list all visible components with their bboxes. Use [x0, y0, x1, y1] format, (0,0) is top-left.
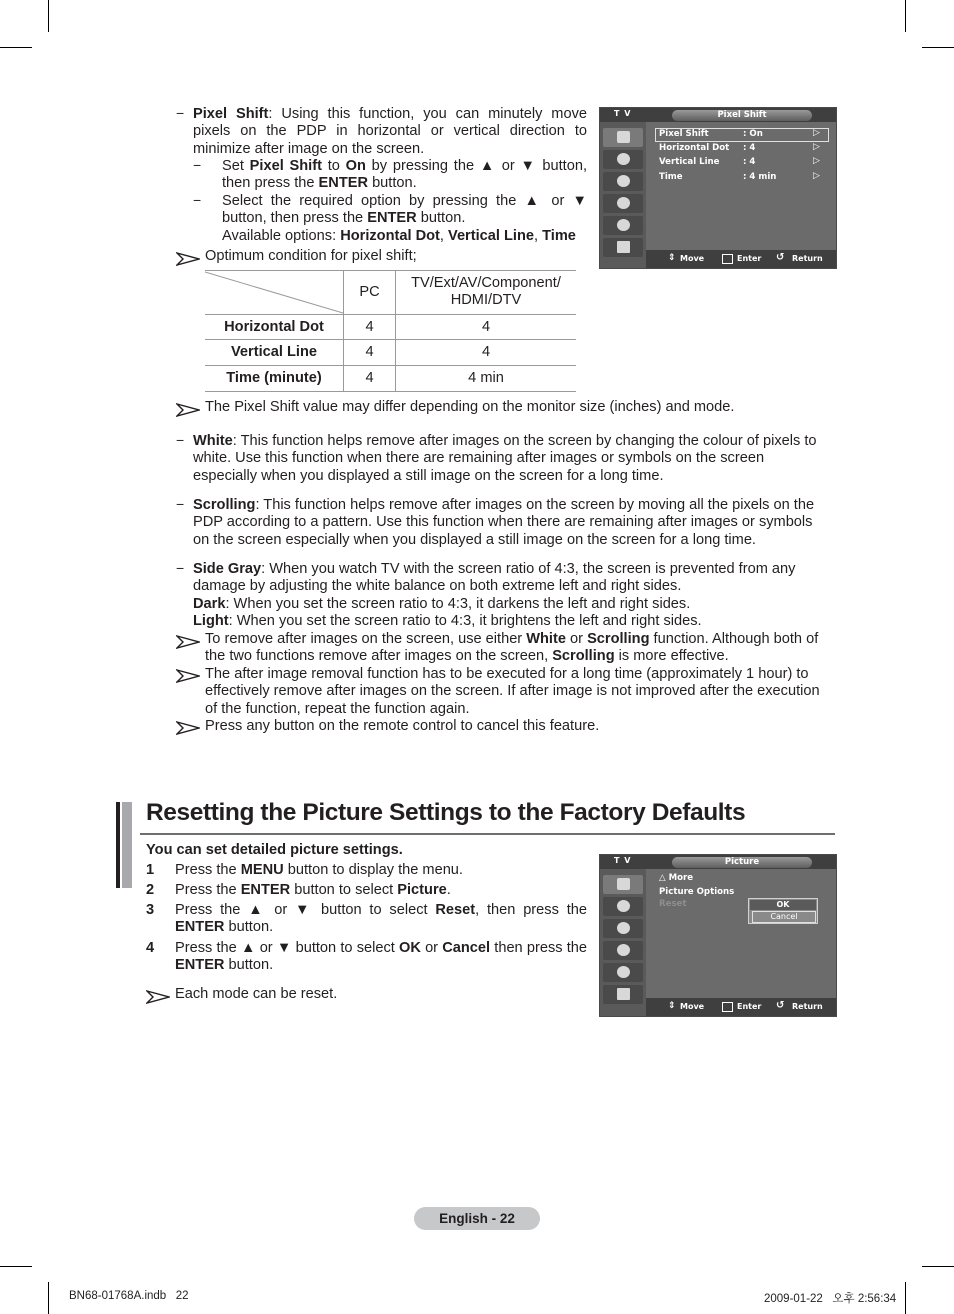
input-icon	[603, 963, 643, 982]
bullet-dash: −	[176, 496, 185, 512]
step-number: 3	[146, 902, 155, 918]
table-header-pc: PC	[344, 270, 396, 314]
scrolling-paragraph: Scrolling: This function helps remove after images on the screen by moving all the pixels on the PDP according to a pattern. Use this function when there are remaining after images or symbols on the screen especially when you displayed a still image on the screen for a long time.	[193, 497, 815, 548]
osd-title: Picture	[672, 857, 812, 868]
note-cancel-feature: Press any button on the remote control to cancel this feature.	[205, 718, 600, 734]
application-icon	[603, 238, 643, 257]
sound-icon	[603, 150, 643, 169]
side-gray-dark: Dark: When you set the screen ratio to 4:3, it darkens the left and right sides.	[193, 596, 691, 612]
note-each-mode: Each mode can be reset.	[175, 986, 338, 1002]
bullet-dash: −	[176, 432, 185, 448]
heading-underline	[140, 833, 835, 835]
osd-ok-option: OK	[750, 900, 816, 910]
right-triangle-icon: ▷	[813, 156, 820, 166]
channel-icon	[603, 919, 643, 938]
osd-footer	[646, 250, 836, 268]
pixel-shift-step-1: Set Pixel Shift to On by pressing the ▲ or ▼ button, then press the ENTER button.	[222, 158, 587, 192]
right-triangle-icon: ▷	[813, 171, 820, 181]
osd-sidebar	[600, 122, 646, 268]
crop-mark	[48, 1282, 49, 1314]
input-icon	[603, 216, 643, 235]
step-4: Press the ▲ or ▼ button to select OK or Cancel then press the ENTER button.	[175, 940, 588, 974]
osd-move-label: Move	[680, 254, 705, 263]
return-icon: ↺	[776, 1000, 785, 1011]
sound-icon	[603, 897, 643, 916]
page-number-badge: English - 22	[414, 1207, 540, 1230]
heading-bar	[122, 802, 132, 888]
crop-mark	[48, 0, 49, 32]
osd-row-value: : 4	[743, 143, 756, 153]
return-icon: ↺	[776, 252, 785, 263]
white-paragraph: White: This function helps remove after images on the screen by changing the colour of pixels to white. Use this function when there are remaining after images or symbols on the screen especially when you displayed a still image on the screen for a long time.	[193, 433, 817, 484]
section-intro: You can set detailed picture settings.	[146, 842, 403, 858]
pixel-shift-step-2: Select the required option by pressing the ▲ or ▼ button, then press the ENTER button.	[222, 193, 587, 227]
bullet-dash: −	[176, 560, 185, 576]
step-1: Press the MENU button to display the menu.	[175, 862, 463, 878]
right-triangle-icon: ▷	[813, 128, 820, 138]
osd-row-label: Time	[659, 172, 683, 182]
picture-icon	[603, 875, 643, 894]
osd-tv-label: T V	[614, 109, 632, 118]
note-optimum: Optimum condition for pixel shift;	[205, 248, 417, 264]
osd-reset-item: Reset	[659, 899, 687, 909]
move-icon: ⇕	[668, 253, 676, 263]
osd-pixel-shift-screenshot	[599, 107, 837, 269]
osd-row-value: : 4 min	[743, 172, 777, 182]
crop-mark	[905, 0, 906, 32]
note-arrow-icon	[176, 635, 200, 649]
osd-enter-label: Enter	[737, 1002, 762, 1011]
right-triangle-icon: ▷	[813, 142, 820, 152]
side-gray-paragraph: Side Gray: When you watch TV with the screen ratio of 4:3, the screen is prevented from any damage by adjusting the white balance on both extreme left and right sides.	[193, 561, 796, 595]
table-corner	[205, 270, 344, 314]
osd-return-label: Return	[792, 254, 823, 263]
move-icon: ⇕	[668, 1001, 676, 1011]
osd-more-item: △ More	[659, 873, 694, 883]
crop-mark	[922, 1266, 954, 1267]
osd-tv-label: T V	[614, 856, 632, 865]
pixel-shift-table	[205, 270, 576, 392]
note-remove-after-images: To remove after images on the screen, use either White or Scrolling function. Although both of the two functions remove after images on the screen, Scrolling is more effective.	[205, 631, 819, 665]
heading-bar	[116, 802, 120, 888]
section-title: Resetting the Picture Settings to the Factory Defaults	[146, 799, 746, 826]
note-arrow-icon	[176, 252, 200, 266]
osd-footer	[646, 998, 836, 1016]
step-number: 4	[146, 940, 155, 956]
osd-reset-popup	[748, 898, 818, 924]
osd-return-label: Return	[792, 1002, 823, 1011]
enter-icon	[722, 254, 733, 264]
osd-picture-reset-screenshot	[599, 854, 837, 1017]
bullet-dash: −	[176, 105, 185, 121]
crop-mark	[0, 1266, 32, 1267]
osd-row-value: : 4	[743, 157, 756, 167]
pixel-shift-paragraph: Pixel Shift: Using this function, you can minutely move pixels on the PDP in horizontal or vertical direction to minimize after image on the screen.	[193, 106, 587, 157]
available-options: Available options: Horizontal Dot, Vertical Line, Time	[222, 228, 576, 244]
table-row: Horizontal Dot 4 4	[205, 314, 576, 339]
table-header-tv: TV/Ext/AV/Component/ HDMI/DTV	[396, 270, 577, 314]
crop-mark	[905, 1282, 906, 1314]
step-number: 2	[146, 882, 155, 898]
osd-row-value: : On	[743, 129, 763, 139]
note-pixel-shift-value: The Pixel Shift value may differ depending on the monitor size (inches) and mode.	[205, 399, 735, 415]
setup-icon	[603, 941, 643, 960]
osd-sidebar	[600, 869, 646, 1016]
note-arrow-icon	[176, 721, 200, 735]
osd-row-label: Vertical Line	[659, 157, 720, 167]
step-3: Press the ▲ or ▼ button to select Reset, then press the ENTER button.	[175, 902, 587, 936]
application-icon	[603, 985, 643, 1004]
note-arrow-icon	[176, 669, 200, 683]
note-arrow-icon	[146, 990, 170, 1004]
table-row: Vertical Line 4 4	[205, 339, 576, 365]
side-gray-light: Light: When you set the screen ratio to 4:3, it brightens the left and right sides.	[193, 613, 702, 629]
osd-move-label: Move	[680, 1002, 705, 1011]
sub-dash: −	[193, 192, 202, 208]
channel-icon	[603, 172, 643, 191]
picture-icon	[603, 128, 643, 147]
setup-icon	[603, 194, 643, 213]
osd-title: Pixel Shift	[672, 110, 812, 121]
osd-enter-label: Enter	[737, 254, 762, 263]
note-arrow-icon	[176, 403, 200, 417]
osd-row-label: Pixel Shift	[659, 129, 709, 139]
osd-row-label: Horizontal Dot	[659, 143, 730, 153]
step-number: 1	[146, 862, 155, 878]
osd-picture-options-item: Picture Options	[659, 887, 735, 897]
osd-cancel-option: Cancel	[752, 911, 816, 923]
step-2: Press the ENTER button to select Picture.	[175, 882, 451, 898]
table-row: Time (minute) 4 4 min	[205, 365, 576, 391]
enter-icon	[722, 1002, 733, 1012]
crop-mark	[922, 47, 954, 48]
sub-dash: −	[193, 157, 202, 173]
file-info: BN68-01768A.indb 22	[69, 1290, 189, 1302]
print-timestamp: 2009-01-22 오후 2:56:34	[764, 1293, 897, 1305]
note-execution-time: The after image removal function has to be executed for a long time (approximately 1 hour) to effectively remove after images on the screen. If after image is not improved after the execution of the function, repeat the function again.	[205, 666, 820, 717]
crop-mark	[0, 47, 32, 48]
